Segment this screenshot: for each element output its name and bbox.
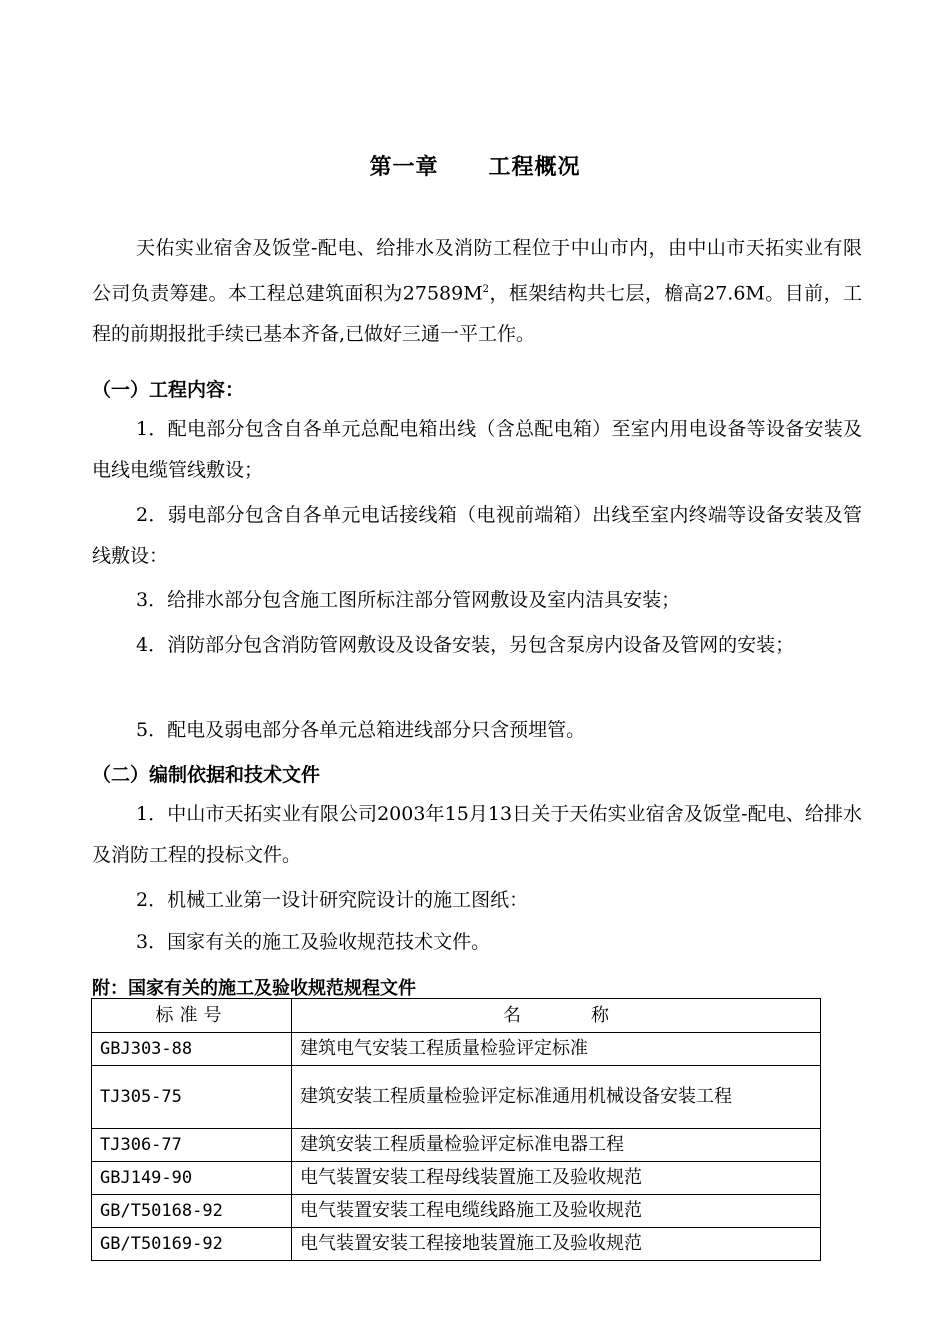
standard-name: 建筑安装工程质量检验评定标准电器工程: [292, 1129, 821, 1162]
standard-name: 电气装置安装工程电缆线路施工及验收规范: [292, 1195, 821, 1228]
section1-item-1: 1．配电部分包含自各单元总配电箱出线（含总配电箱）至室内用电设备等设备安装及电线电缆管线敷设；: [92, 418, 862, 481]
table-row: [92, 1195, 821, 1228]
section1-heading: （一）工程内容：: [92, 379, 245, 401]
chapter-name: 工程概况: [488, 155, 581, 180]
table-row: [92, 1162, 821, 1195]
standard-name: 电气装置安装工程母线装置施工及验收规范: [292, 1162, 821, 1195]
section1-item-4: 4．消防部分包含消防管网敷设及设备安装，另包含泵房内设备及管网的安装；: [136, 634, 795, 656]
table-caption: 附：国家有关的施工及验收规范规程文件: [92, 978, 416, 999]
superscript-2: 2: [482, 284, 490, 295]
standard-name: 建筑安装工程质量检验评定标准通用机械设备安装工程: [292, 1066, 821, 1129]
header-name: 名 称: [292, 999, 821, 1033]
standards-table: [91, 998, 821, 1261]
standard-code: GB/T50168-92: [92, 1195, 292, 1228]
section2-item-3: 3．国家有关的施工及验收规范技术文件。: [136, 931, 491, 953]
standard-code: TJ306-77: [92, 1129, 292, 1162]
table-row: [92, 1129, 821, 1162]
standard-name: 建筑电气安装工程质量检验评定标准: [292, 1033, 821, 1066]
section2-item-1: 1．中山市天拓实业有限公司2003年15月13日关于天佑实业宿舍及饭堂-配电、给排水及消防工程的投标文件。: [92, 803, 862, 866]
standard-code: TJ305-75: [92, 1066, 292, 1129]
chapter-number: 第一章: [369, 155, 439, 180]
table-row: [92, 1033, 821, 1066]
standard-code: GBJ149-90: [92, 1162, 292, 1195]
section2-item-2: 2．机械工业第一设计研究院设计的施工图纸：: [136, 889, 529, 911]
standard-code: GBJ303-88: [92, 1033, 292, 1066]
section1-item-3: 3．给排水部分包含施工图所标注部分管网敷设及室内洁具安装；: [136, 589, 681, 611]
header-code: 标准号: [92, 999, 292, 1033]
standard-code: GB/T50169-92: [92, 1228, 292, 1261]
table-row: [92, 1228, 821, 1261]
section2-heading: （二）编制依据和技术文件: [92, 764, 321, 786]
chapter-title: [0, 150, 950, 181]
intro-paragraph: 天佑实业宿舍及饭堂-配电、给排水及消防工程位于中山市内，由中山市天拓实业有限公司负责筹建。本工程总建筑面积为$27589M^2$，框架结构共七层，檐高27.6M。目前，工程的前期报批手续已基本齐备,已做好三通一平工作。: [92, 237, 862, 346]
section1-item-5: 5．配电及弱电部分各单元总箱进线部分只含预埋管。: [136, 719, 586, 741]
table-row: [92, 1066, 821, 1129]
standard-name: 电气装置安装工程接地装置施工及验收规范: [292, 1228, 821, 1261]
section1-item-2: 2．弱电部分包含自各单元电话接线箱（电视前端箱）出线至室内终端等设备安装及管线敷设：: [92, 504, 862, 567]
